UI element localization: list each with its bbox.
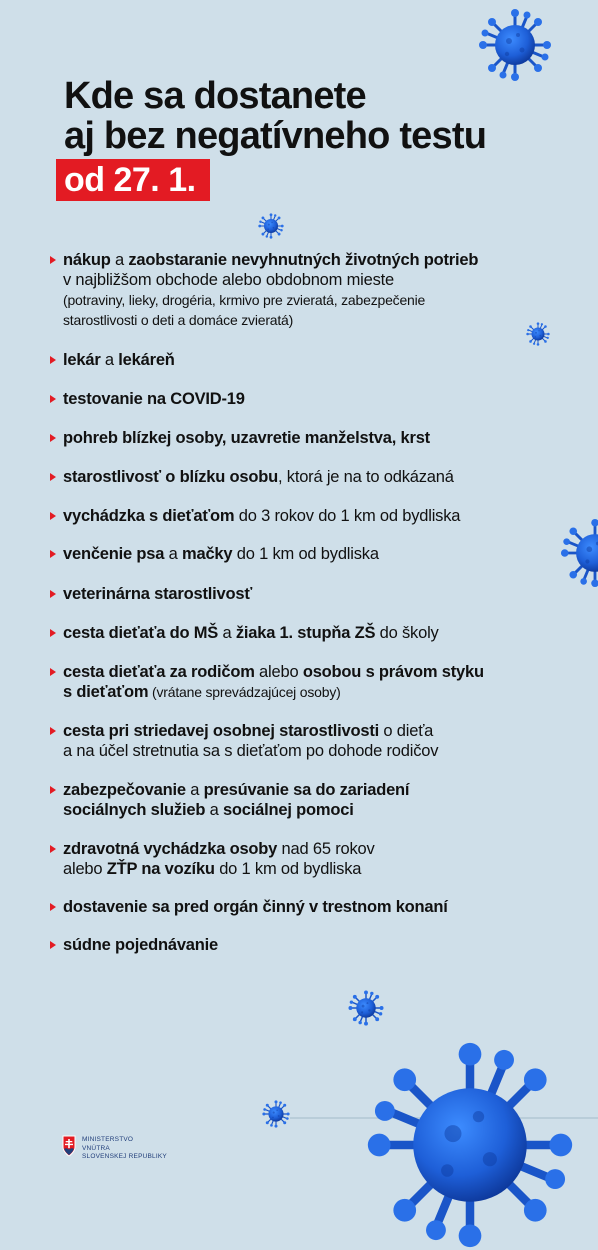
bold-text: pohreb blízkej osoby, uzavretie manželstva, krst	[63, 429, 430, 447]
arrow-bullet-icon	[50, 434, 56, 442]
list-item-text	[63, 506, 550, 526]
text: alebo	[63, 860, 107, 878]
list-item	[50, 389, 550, 409]
text: a	[110, 251, 129, 269]
list-item-text	[63, 721, 550, 761]
bold-text: venčenie psa	[63, 545, 165, 563]
text: o dieťa	[379, 722, 434, 740]
bold-text: starostlivosť o blízku osobu	[63, 468, 278, 486]
arrow-bullet-icon	[50, 668, 56, 676]
title-line-1: Kde sa dostanete	[64, 75, 366, 117]
bold-text: zabezpečovanie	[63, 781, 186, 799]
bold-text: s dieťaťom	[63, 683, 149, 701]
title-line-2: aj bez negatívneho testu	[64, 115, 487, 157]
bold-text: testovanie na COVID-19	[63, 390, 245, 408]
coronavirus-icon	[365, 1040, 575, 1250]
arrow-bullet-icon	[50, 727, 56, 735]
bold-text: zaobstaranie nevyhnutných životných potrieb	[128, 251, 479, 269]
arrow-bullet-icon	[50, 550, 56, 558]
coronavirus-icon	[560, 518, 598, 588]
bold-text: sociálnej pomoci	[222, 801, 354, 819]
text: do školy	[375, 624, 439, 642]
bold-text: vychádzka s dieťaťom	[63, 507, 235, 525]
list-item-text	[63, 584, 550, 604]
text: (potraviny, lieky, drogéria, krmivo pre zvieratá, zabezpečenie	[63, 292, 426, 308]
list-item-text	[63, 897, 550, 917]
logo-text-3: SLOVENSKEJ REPUBLIKY	[82, 1153, 167, 1160]
list-item	[50, 350, 550, 370]
bold-text: ZŤP na vozíku	[106, 860, 215, 878]
text: (vrátane sprevádzajúcej osoby)	[148, 684, 341, 700]
text: a	[205, 801, 223, 819]
bold-text: cesta pri striedavej osobnej starostlivosti	[63, 722, 380, 740]
list-item	[50, 506, 550, 526]
text: alebo	[254, 663, 303, 681]
arrow-bullet-icon	[50, 512, 56, 520]
list-item-text	[63, 780, 550, 820]
text: a	[100, 351, 119, 369]
coronavirus-icon	[478, 8, 552, 82]
arrow-bullet-icon	[50, 941, 56, 949]
list-item	[50, 623, 550, 643]
bold-text: dostavenie sa pred orgán činný v trestnom konaní	[63, 898, 448, 916]
bold-text: súdne pojednávanie	[63, 936, 219, 954]
arrow-bullet-icon	[50, 590, 56, 598]
list-item-text	[63, 389, 550, 409]
coronavirus-icon	[348, 990, 384, 1026]
list-item-text	[63, 839, 550, 879]
logo-text-2: VNÚTRA	[82, 1144, 110, 1152]
text: do 1 km od bydliska	[214, 860, 362, 878]
list-item	[50, 544, 550, 564]
bold-text: lekár	[63, 351, 101, 369]
list-item	[50, 662, 550, 702]
coronavirus-icon	[258, 213, 284, 239]
bold-text: presúvanie sa do zariadení	[203, 781, 410, 799]
bold-text: osobou s právom styku	[302, 663, 484, 681]
list-item-text	[63, 350, 550, 370]
bold-text: lekáreň	[118, 351, 175, 369]
slovak-coat-of-arms-icon	[62, 1135, 76, 1157]
list-item	[50, 250, 550, 330]
coronavirus-icon	[262, 1100, 290, 1128]
list-item-text	[63, 662, 550, 702]
list-item	[50, 467, 550, 487]
list-item	[50, 721, 550, 761]
list-item	[50, 935, 550, 955]
list-item	[50, 428, 550, 448]
arrow-bullet-icon	[50, 256, 56, 264]
text: do 3 rokov do 1 km od bydliska	[234, 507, 461, 525]
arrow-bullet-icon	[50, 629, 56, 637]
text: nad 65 rokov	[277, 840, 375, 858]
arrow-bullet-icon	[50, 786, 56, 794]
text: starostlivosti o deti a domáce zvieratá)	[63, 312, 294, 328]
list-item-text	[63, 428, 550, 448]
bold-text: cesta dieťaťa do MŠ	[63, 624, 219, 642]
list-item	[50, 780, 550, 820]
text: a	[218, 624, 236, 642]
bold-text: veterinárna starostlivosť	[63, 585, 253, 603]
bold-text: cesta dieťaťa za rodičom	[63, 663, 255, 681]
list-item-text	[63, 250, 550, 330]
bold-text: sociálnych služieb	[63, 801, 206, 819]
text: v najbližšom obchode alebo obdobnom mieste	[63, 271, 394, 289]
text: do 1 km od bydliska	[232, 545, 379, 563]
list-item-text	[63, 467, 550, 487]
page-title	[64, 76, 564, 156]
arrow-bullet-icon	[50, 356, 56, 364]
text: a na účel stretnutia sa s dieťaťom po dohode rodičov	[63, 742, 439, 760]
date-badge: od 27. 1.	[56, 159, 210, 201]
list-item	[50, 584, 550, 604]
arrow-bullet-icon	[50, 903, 56, 911]
list-item-text	[63, 623, 550, 643]
arrow-bullet-icon	[50, 845, 56, 853]
bold-text: mačky	[182, 545, 233, 563]
list-item	[50, 897, 550, 917]
bold-text: žiaka 1. stupňa ZŠ	[235, 624, 376, 642]
bold-text: nákup	[63, 251, 111, 269]
text: a	[185, 781, 204, 799]
logo-text-1: MINISTERSTVO	[82, 1136, 134, 1143]
list-item-text	[63, 935, 550, 955]
bold-text: zdravotná vychádzka osoby	[63, 840, 278, 858]
arrow-bullet-icon	[50, 395, 56, 403]
arrow-bullet-icon	[50, 473, 56, 481]
text: a	[164, 545, 182, 563]
list-item	[50, 839, 550, 879]
text: , ktorá je na to odkázaná	[278, 468, 454, 486]
list-item-text	[63, 544, 550, 564]
